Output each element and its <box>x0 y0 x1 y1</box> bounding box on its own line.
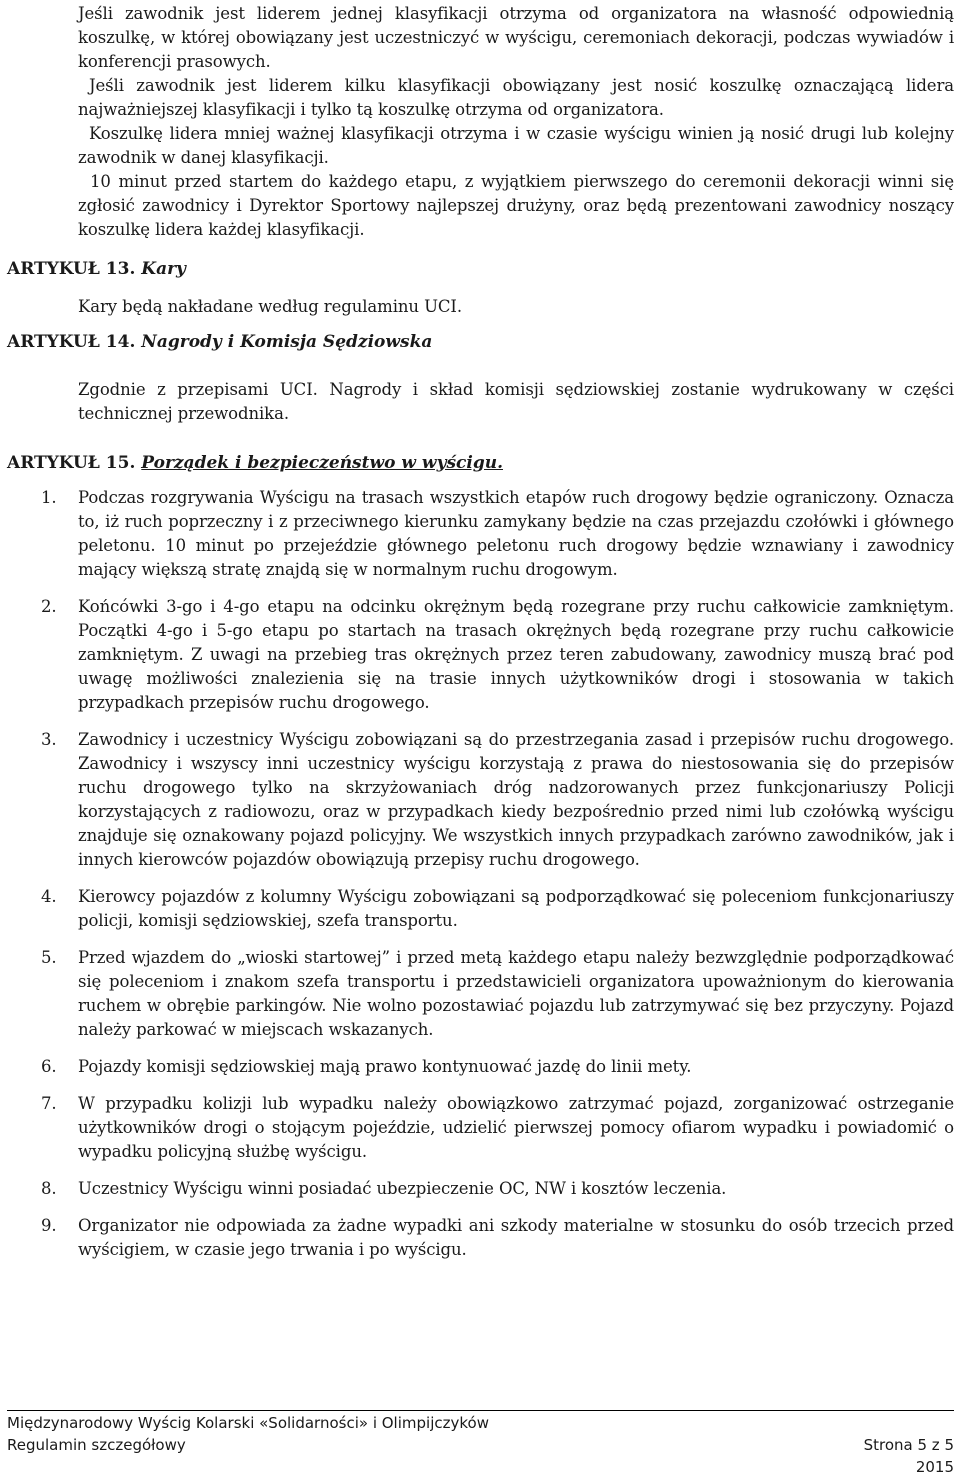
article-14-label: ARTYKUŁ 14. <box>7 332 136 352</box>
list-item-text: W przypadku kolizji lub wypadku należy obowiązkowo zatrzymać pojazd, zorganizować ostrzeganie użytkowników drogi o stojącym pojeździe, udzielić pierwszej pomocy ofiarom wypadku i powiadomić o wypadku policyjną służbę wyścigu. <box>78 1094 954 1161</box>
footer-row-3 <box>7 1456 954 1478</box>
list-item <box>0 728 954 872</box>
page-footer <box>7 1412 954 1478</box>
list-item <box>0 1214 954 1262</box>
article-14-title: Nagrody i Komisja Sędziowska <box>141 332 433 352</box>
article-13-title: Kary <box>141 259 186 279</box>
article-15-title: Porządek i bezpieczeństwo w wyścigu. <box>141 453 503 473</box>
list-item-number: 2. <box>41 597 57 616</box>
article-13-heading <box>7 257 186 281</box>
list-item <box>0 486 954 582</box>
list-item <box>0 946 954 1042</box>
list-item-number: 4. <box>41 887 57 906</box>
list-item <box>0 885 954 933</box>
list-item-number: 7. <box>41 1094 57 1113</box>
intro-section <box>78 2 954 242</box>
footer-document-name: Regulamin szczegółowy <box>7 1436 186 1454</box>
list-item-text: Zawodnicy i uczestnicy Wyścigu zobowiązani są do przestrzegania zasad i przepisów ruchu drogowego. Zawodnicy i wszyscy inni uczestnicy wyścigu korzystają z prawa do niestosowania się do przepisów ruchu drogowego tylko na skrzyżowaniach dróg nadzorowanych przez funkcjonariuszy Policji korzystających z radiowozu, oraz w przypadkach kiedy bezpośrednio przed nimi lub czołówką wyścigu znajduje się oznakowany pojazd policyjny. We wszystkich innych przypadkach zarówno zawodników, jak i innych kierowców pojazdów obowiązują przepisy ruchu drogowego. <box>78 730 954 869</box>
list-item-text: Przed wjazdem do „wioski startowej” i przed metą każdego etapu należy bezwzględnie podporządkować się poleceniom i znakom szefa transportu i przedstawicieli organizatora upoważnionym do kierowania ruchem w obrębie parkingów. Nie wolno pozostawiać pojazdu lub zatrzymywać się bez przyczyny. Pojazd należy parkować w miejscach wskazanych. <box>78 948 954 1039</box>
article-13-text: Kary będą nakładane według regulaminu UCI. <box>78 297 462 316</box>
list-item-text: Organizator nie odpowiada za żadne wypadki ani szkody materialne w stosunku do osób trzecich przed wyścigiem, w czasie jego trwania i po wyścigu. <box>78 1216 954 1259</box>
intro-paragraph-4: 10 minut przed startem do każdego etapu, z wyjątkiem pierwszego do ceremonii dekoracji winni się zgłosić zawodnicy i Dyrektor Sportowy najlepszej drużyny, oraz będą prezentowani zawodnicy noszący koszulkę lidera każdej klasyfikacji. <box>78 172 954 239</box>
footer-year: 2015 <box>915 1458 954 1476</box>
list-item-number: 9. <box>41 1216 57 1235</box>
article-14-heading <box>7 330 432 354</box>
list-item-number: 5. <box>41 948 57 967</box>
list-item-text: Podczas rozgrywania Wyścigu na trasach wszystkich etapów ruch drogowy będzie ograniczony. Oznacza to, iż ruch poprzeczny i z przeciwnego kierunku zamykany będzie na czas przejazdu czołówki i głównego peletonu. 10 minut po przejeździe głównego peletonu ruch drogowy będzie wznawiany i zawodnicy mający większą stratę znajdą się w normalnym ruchu drogowym. <box>78 488 954 579</box>
article-14-text: Zgodnie z przepisami UCI. Nagrody i skład komisji sędziowskiej zostanie wydrukowany w części technicznej przewodnika. <box>78 380 954 423</box>
list-item-number: 8. <box>41 1179 57 1198</box>
article-13-label: ARTYKUŁ 13. <box>7 259 136 279</box>
list-item <box>0 1055 954 1079</box>
intro-paragraph-1: Jeśli zawodnik jest liderem jednej klasyfikacji otrzyma od organizatora na własność odpowiednią koszulkę, w której obowiązany jest uczestniczyć w wyścigu, ceremoniach dekoracji, podczas wywiadów i konferencji prasowych. <box>78 4 954 71</box>
footer-row-2 <box>7 1434 954 1456</box>
article-13-body <box>78 295 954 319</box>
footer-page-number: Strona 5 z 5 <box>863 1436 954 1454</box>
list-item-text: Uczestnicy Wyścigu winni posiadać ubezpieczenie OC, NW i kosztów leczenia. <box>78 1179 727 1198</box>
intro-paragraph-2: Jeśli zawodnik jest liderem kilku klasyfikacji obowiązany jest nosić koszulkę oznaczającą lidera najważniejszej klasyfikacji i tylko tą koszulkę otrzyma od organizatora. <box>78 76 954 119</box>
list-item-text: Pojazdy komisji sędziowskiej mają prawo kontynuować jazdę do linii mety. <box>78 1057 692 1076</box>
article-14-body <box>78 378 954 426</box>
list-item-number: 6. <box>41 1057 57 1076</box>
footer-row-1 <box>7 1412 954 1434</box>
list-item-text: Końcówki 3-go i 4-go etapu na odcinku okrężnym będą rozegrane przy ruchu całkowicie zamkniętym. Początki 4-go i 5-go etapu po startach na trasach okrężnych będą rozegrane przy ruchu całkowicie zamkniętym. Z uwagi na przebieg tras okrężnych przez teren zabudowany, zawodnicy muszą brać pod uwagę możliwości znalezienia się na trasie innych użytkowników drogi i stosowania w takich przypadkach przepisów ruchu drogowego. <box>78 597 954 712</box>
list-item-text: Kierowcy pojazdów z kolumny Wyścigu zobowiązani są podporządkować się poleceniom funkcjonariuszy policji, komisji sędziowskiej, szefa transportu. <box>78 887 954 930</box>
list-item <box>0 595 954 715</box>
footer-divider <box>7 1410 954 1411</box>
article-15-heading <box>7 451 503 475</box>
intro-paragraph-3: Koszulkę lidera mniej ważnej klasyfikacji otrzyma i w czasie wyścigu winien ją nosić drugi lub kolejny zawodnik w danej klasyfikacji. <box>78 124 954 167</box>
list-item-number: 3. <box>41 730 57 749</box>
list-item-number: 1. <box>41 488 57 507</box>
footer-event-name: Międzynarodowy Wyścig Kolarski «Solidarności» i Olimpijczyków <box>7 1414 489 1432</box>
article-15-label: ARTYKUŁ 15. <box>7 453 136 473</box>
article-15-list <box>0 486 954 1275</box>
list-item <box>0 1092 954 1164</box>
list-item <box>0 1177 954 1201</box>
